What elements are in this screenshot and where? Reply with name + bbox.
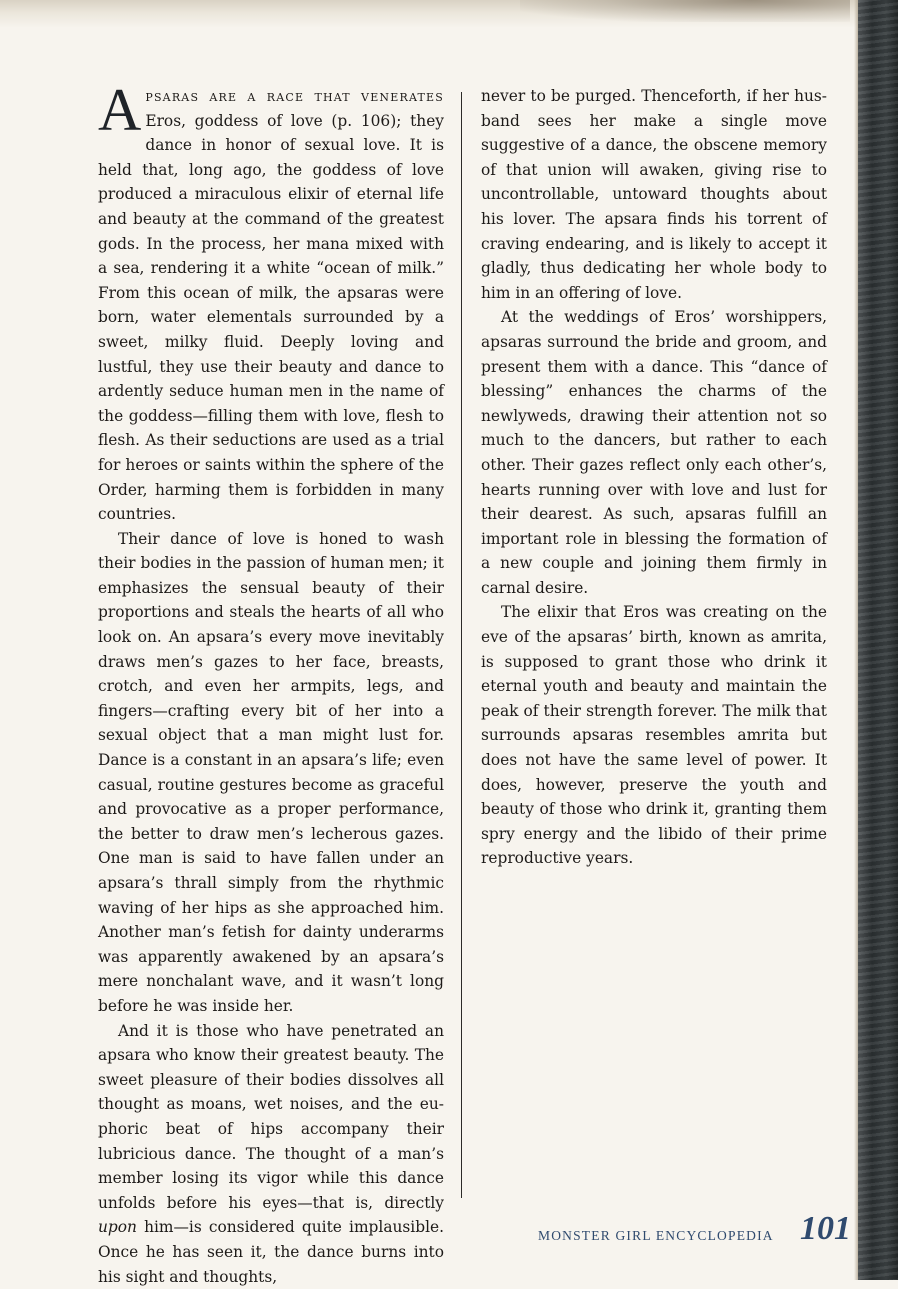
left-column bbox=[98, 77, 444, 1289]
paragraph-amrita: The elixir that Eros was creating on the eve of the apsaras’ birth, known as amrita, is supposed to grant those who drink it eternal youth and beauty and maintain the peak of their strength forever. The milk that surrounds apsaras resembles amrita but does not have the same level of power. It does, however, preserve the youth and beauty of those who drink it, granting them spry energy and the libido of their prime reproductive years. bbox=[481, 603, 827, 868]
page-number: 101 bbox=[800, 1210, 851, 1247]
intro-text: Eros, goddess of love (p. 106); they dance in honor of sexual love. It is held that, long ago, the goddess of love produced a miraculous elixir of eternal life and beauty at the command of the greatest gods. In the process, her mana mixed with a sea, rendering it a white “ocean of milk.” From this ocean of milk, the apsaras were born, water elementals surrounded by a sweet, milky fluid. Deeply loving and lustful, they use their beauty and dance to ardently seduce human men in the name of the goddess—filling them with love, flesh to flesh. As their seductions are used as a trial for heroes or saints within the sphere of the Order, harming them is forbidden in many countries. bbox=[98, 111, 444, 524]
drop-cap: A bbox=[98, 77, 142, 143]
paragraph-intro bbox=[98, 77, 444, 527]
column-divider bbox=[461, 92, 462, 1198]
intro-smallcaps: psaras are a race that venerates bbox=[145, 87, 444, 105]
paragraph-beauty-part2: him—is considered quite implausible. Once he has seen it, the dance burns into his sight and thoughts, bbox=[98, 1218, 444, 1286]
book-spine bbox=[858, 0, 898, 1280]
emphasis-upon: upon bbox=[98, 1218, 137, 1237]
paragraph-continued: never to be purged. Thenceforth, if her husband sees her make a single move suggestive of a dance, the obscene memory of that union will awaken, giving rise to uncontrollable, untoward thoughts about his lover. The apsara finds his torrent of craving endearing, and is likely to accept it gladly, thus dedicating her whole body to him in an offering of love. bbox=[481, 87, 827, 302]
paragraph-weddings: At the weddings of Eros’ worshippers, apsaras surround the bride and groom, and present them with a dance. This “dance of blessing” enhances the charms of the newlyweds, drawing their attention not so much to the dancers, but rather to each other. Their gazes reflect only each other’s, hearts running over with love and lust for their dearest. As such, apsaras fulfill an important role in blessing the formation of a new couple and joining them firmly in carnal desire. bbox=[481, 308, 827, 597]
paragraph-beauty-part1: And it is those who have penetrated an apsara who know their greatest beauty. The sweet pleasure of their bodies dissolves all thought as moans, wet noises, and the euphoric beat of hips accompany their lubricious dance. The thought of a man’s member losing its vigor while this dance unfolds before his eyes—that is, directly bbox=[98, 1021, 444, 1212]
right-column bbox=[481, 84, 827, 871]
paragraph-dance: Their dance of love is honed to wash their bodies in the passion of human men; it emphasizes the sensual beauty of their proportions and steals the hearts of all who look on. An apsara’s every move inevitably draws men’s gazes to her face, breasts, crotch, and even her armpits, legs, and fingers—crafting every bit of her into a sexual object that a man might lust for. Dance is a constant in an apsara’s life; even casual, routine gestures become as graceful and provocative as a proper performance, the better to draw men’s lecherous gazes. One man is said to have fallen under an apsara’s thrall simply from the rhythmic waving of her hips as she approached him. Another man’s fetish for dainty underarms was apparently awakened by an apsara’s mere nonchalant wave, and it wasn’t long before he was inside her. bbox=[98, 529, 444, 1015]
footer-book-title: MONSTER GIRL ENCYCLOPEDIA bbox=[538, 1228, 774, 1243]
page-stain bbox=[520, 0, 850, 22]
paragraph-beauty bbox=[98, 1019, 444, 1289]
